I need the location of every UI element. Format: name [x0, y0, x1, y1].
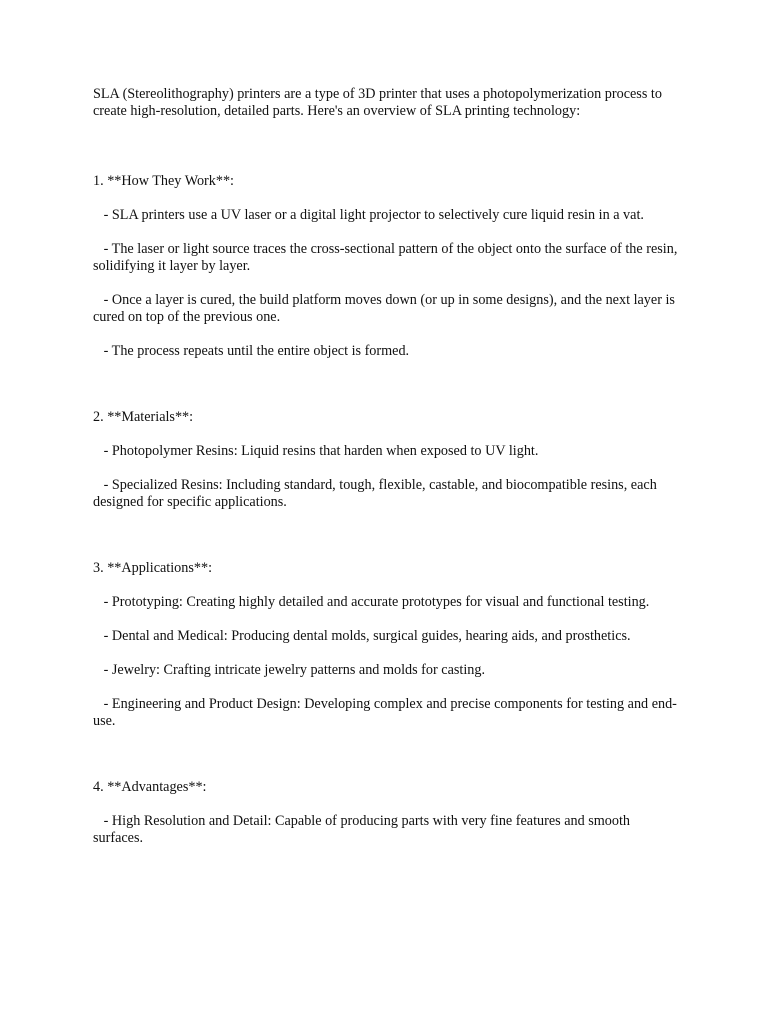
list-item: - SLA printers use a UV laser or a digital light projector to selectively cure liquid resin in a vat. — [93, 207, 644, 223]
section-items — [93, 443, 683, 511]
section-materials — [93, 409, 683, 511]
intro-paragraph: SLA (Stereolithography) printers are a type of 3D printer that uses a photopolymerization process to create high-resolution, detailed parts. Here's an overview of SLA printing technology: — [93, 86, 662, 119]
list-item: - High Resolution and Detail: Capable of producing parts with very fine features and smooth surfaces. — [93, 813, 634, 846]
list-item: - Prototyping: Creating highly detailed and accurate prototypes for visual and functional testing. — [93, 594, 650, 610]
list-item: - Engineering and Product Design: Developing complex and precise components for testing and end-use. — [93, 696, 677, 729]
list-item: - Photopolymer Resins: Liquid resins that harden when exposed to UV light. — [93, 443, 539, 459]
section-heading: 1. **How They Work**: — [93, 173, 234, 189]
list-item: - Once a layer is cured, the build platform moves down (or up in some designs), and the next layer is cured on top of the previous one. — [93, 292, 679, 325]
list-item: - Jewelry: Crafting intricate jewelry patterns and molds for casting. — [93, 662, 486, 678]
document-body — [93, 86, 683, 847]
section-how-they-work — [93, 173, 683, 360]
list-item: - Specialized Resins: Including standard, tough, flexible, castable, and biocompatible resins, each designed for specific applications. — [93, 477, 661, 510]
section-items — [93, 594, 683, 730]
section-items — [93, 207, 683, 360]
section-heading: 4. **Advantages**: — [93, 779, 207, 795]
section-heading: 3. **Applications**: — [93, 560, 213, 576]
section-items — [93, 813, 683, 847]
list-item: - Dental and Medical: Producing dental molds, surgical guides, hearing aids, and prosthetics. — [93, 628, 631, 644]
section-advantages — [93, 779, 683, 847]
list-item: - The laser or light source traces the cross-sectional pattern of the object onto the surface of the resin, solidifying it layer by layer. — [93, 241, 681, 274]
list-item: - The process repeats until the entire object is formed. — [93, 343, 410, 359]
section-heading: 2. **Materials**: — [93, 409, 194, 425]
section-applications — [93, 560, 683, 730]
